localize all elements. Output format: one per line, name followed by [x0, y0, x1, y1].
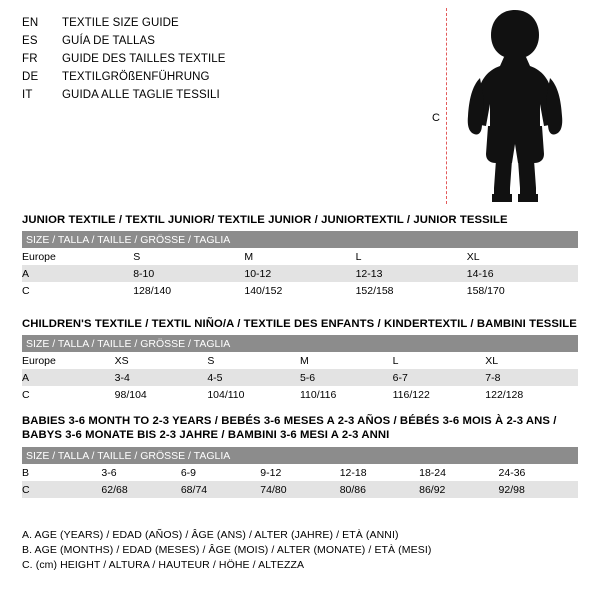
cell-value: 152/158 [356, 282, 467, 299]
language-code: DE [22, 71, 39, 83]
row-label: C [22, 282, 133, 299]
cell-value: 140/152 [244, 282, 355, 299]
cell-value: 86/92 [419, 481, 498, 498]
table-header-label: SIZE / TALLA / TAILLE / GRÖSSE / TAGLIA [22, 447, 578, 464]
language-title: GUÍA DE TALLAS [62, 35, 156, 47]
cell-value: 128/140 [133, 282, 244, 299]
language-code: FR [22, 53, 38, 65]
cell-value: 92/98 [499, 481, 578, 498]
table-header-label: SIZE / TALLA / TAILLE / GRÖSSE / TAGLIA [22, 335, 578, 352]
section-title: CHILDREN'S TEXTILE / TEXTIL NIÑO/A / TEXTILE DES ENFANTS / KINDERTEXTIL / BAMBINI TESSILE [22, 318, 577, 330]
junior-size-table [22, 231, 578, 299]
height-measure-figure [432, 8, 582, 208]
cell-value: 104/110 [207, 386, 300, 403]
table-row [22, 464, 578, 481]
legend-line-c: C. (cm) HEIGHT / ALTURA / HAUTEUR / HÖHE / ALTEZZA [22, 559, 305, 571]
cell-value: 7-8 [485, 369, 578, 386]
cell-value: 80/86 [340, 481, 419, 498]
cell-value: 12-13 [356, 265, 467, 282]
section-title-line-2: BABYS 3-6 MONATE BIS 2-3 JAHRE / BAMBINI 3-6 MESI A 2-3 ANNI [22, 429, 390, 441]
table-row [22, 481, 578, 498]
measure-label-c: C [432, 112, 440, 124]
language-title: GUIDA ALLE TAGLIE TESSILI [62, 89, 220, 101]
cell-value: XL [467, 248, 578, 265]
cell-value: 98/104 [115, 386, 208, 403]
cell-value: M [244, 248, 355, 265]
language-code: ES [22, 35, 38, 47]
cell-value: 12-18 [340, 464, 419, 481]
cell-value: 18-24 [419, 464, 498, 481]
cell-value: L [393, 352, 486, 369]
row-label: C [22, 386, 115, 403]
table-header-row [22, 231, 578, 248]
measure-dashed-line [446, 8, 447, 204]
cell-value: 8-10 [133, 265, 244, 282]
language-row [22, 14, 442, 32]
cell-value: 3-6 [101, 464, 180, 481]
table-header-label: SIZE / TALLA / TAILLE / GRÖSSE / TAGLIA [22, 231, 578, 248]
cell-value: 110/116 [300, 386, 393, 403]
cell-value: 5-6 [300, 369, 393, 386]
cell-value: 3-4 [115, 369, 208, 386]
row-label: A [22, 265, 133, 282]
cell-value: 9-12 [260, 464, 339, 481]
cell-value: 74/80 [260, 481, 339, 498]
cell-value: 6-9 [181, 464, 260, 481]
language-row [22, 32, 442, 50]
language-row [22, 68, 442, 86]
cell-value: 68/74 [181, 481, 260, 498]
section-title-line-1: BABIES 3-6 MONTH TO 2-3 YEARS / BEBÉS 3-6 MESES A 2-3 AÑOS / BÉBÉS 3-6 MOIS À 2-3 ANS / [22, 415, 557, 427]
cell-value: 24-36 [499, 464, 578, 481]
language-code: EN [22, 17, 39, 29]
cell-value: 4-5 [207, 369, 300, 386]
language-title: GUIDE DES TAILLES TEXTILE [62, 53, 226, 65]
table-row [22, 248, 578, 265]
table-row [22, 282, 578, 299]
cell-value: S [207, 352, 300, 369]
row-label: Europe [22, 248, 133, 265]
cell-value: XS [115, 352, 208, 369]
babies-size-table [22, 447, 578, 498]
language-title: TEXTILGRÖßENFÜHRUNG [62, 71, 210, 83]
cell-value: 116/122 [393, 386, 486, 403]
cell-value: 158/170 [467, 282, 578, 299]
table-header-row [22, 335, 578, 352]
section-title: JUNIOR TEXTILE / TEXTIL JUNIOR/ TEXTILE JUNIOR / JUNIORTEXTIL / JUNIOR TESSILE [22, 214, 508, 226]
table-row [22, 352, 578, 369]
row-label: A [22, 369, 115, 386]
language-code: IT [22, 89, 33, 101]
toddler-silhouette-icon [460, 8, 570, 209]
cell-value: M [300, 352, 393, 369]
cell-value: 62/68 [101, 481, 180, 498]
table-row [22, 265, 578, 282]
cell-value: XL [485, 352, 578, 369]
row-label: B [22, 464, 101, 481]
cell-value: 14-16 [467, 265, 578, 282]
legend-block [22, 528, 582, 573]
cell-value: 122/128 [485, 386, 578, 403]
language-header-block [22, 14, 442, 104]
section-babies-textile [22, 414, 578, 498]
cell-value: S [133, 248, 244, 265]
section-childrens-textile [22, 318, 578, 403]
language-row [22, 50, 442, 68]
row-label: Europe [22, 352, 115, 369]
row-label: C [22, 481, 101, 498]
cell-value: 10-12 [244, 265, 355, 282]
table-header-row [22, 447, 578, 464]
cell-value: L [356, 248, 467, 265]
legend-line-a: A. AGE (YEARS) / EDAD (AÑOS) / ÂGE (ANS) / ALTER (JAHRE) / ETÀ (ANNI) [22, 529, 399, 541]
language-row [22, 86, 442, 104]
section-junior-textile [22, 214, 578, 299]
language-title: TEXTILE SIZE GUIDE [62, 17, 179, 29]
childrens-size-table [22, 335, 578, 403]
table-row [22, 369, 578, 386]
legend-line-b: B. AGE (MONTHS) / EDAD (MESES) / ÂGE (MOIS) / ALTER (MONATE) / ETÀ (MESI) [22, 544, 432, 556]
table-row [22, 386, 578, 403]
cell-value: 6-7 [393, 369, 486, 386]
